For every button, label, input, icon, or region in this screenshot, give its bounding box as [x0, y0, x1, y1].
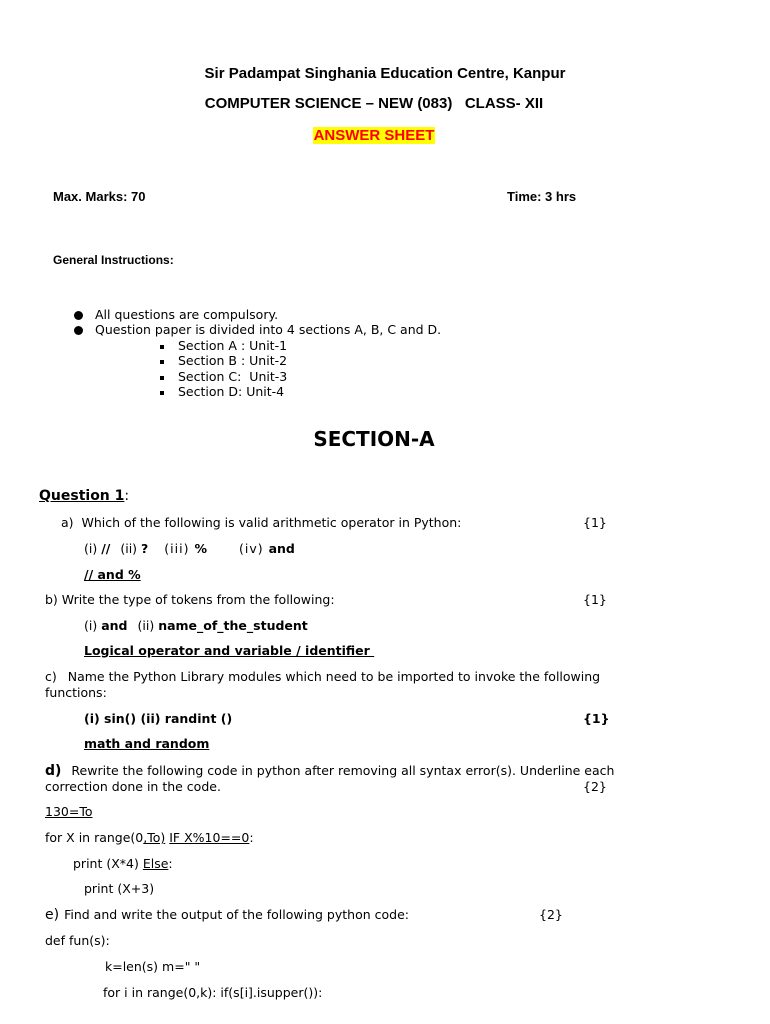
option-value: and	[268, 541, 295, 556]
question-c-marks: {1}	[583, 711, 610, 726]
sheet-title-wrap	[0, 125, 748, 144]
code-correction: IF X%10==0	[169, 830, 250, 845]
code-line: k=len(s) m=" "	[105, 959, 201, 974]
section-list-text: Section D: Unit-4	[178, 384, 285, 399]
question-label	[39, 488, 129, 504]
question-a-answer: // and %	[84, 567, 141, 582]
question-c-label: c)	[45, 669, 57, 684]
square-bullet-icon	[160, 376, 164, 380]
code-fragment: for X in range(0	[45, 830, 144, 845]
question-c-answer: math and random	[84, 736, 210, 751]
question-c-options: (i) sin() (ii) randint ()	[84, 711, 233, 726]
section-list-item	[160, 384, 284, 399]
code-fragment: print (X*4)	[73, 856, 143, 871]
option-value: //	[101, 541, 111, 556]
question-d-line1	[45, 763, 614, 779]
question-e-label: e)	[45, 907, 60, 923]
question-d-marks: {2}	[583, 779, 607, 794]
question-c-line1	[45, 669, 600, 684]
option-label: (i)	[84, 618, 102, 633]
question-b-marks: {1}	[583, 592, 607, 607]
time-allowed: Time: 3 hrs	[507, 189, 577, 204]
option-label: (ii)	[120, 541, 142, 556]
square-bullet-icon	[160, 360, 164, 364]
subject-line: COMPUTER SCIENCE – NEW (083) CLASS- XII	[204, 95, 544, 112]
code-correction: Else	[142, 856, 169, 871]
option-value: %	[194, 541, 207, 556]
instruction-text: Question paper is divided into 4 sections A, B, C and D.	[95, 322, 442, 337]
option-value: ?	[141, 541, 149, 556]
section-list-item	[160, 369, 287, 384]
question-colon: :	[124, 488, 130, 504]
option-label: (ii)	[137, 618, 159, 633]
section-list-text: Section A : Unit-1	[178, 338, 288, 353]
question-d-label: d)	[45, 763, 62, 779]
max-marks: Max. Marks: 70	[53, 189, 146, 204]
instruction-text: All questions are compulsory.	[95, 307, 279, 322]
question-number: Question 1	[39, 488, 125, 504]
bullet-icon	[74, 326, 83, 335]
instruction-item	[74, 307, 278, 322]
section-list-text: Section C: Unit-3	[178, 369, 288, 384]
option-label: (iii)	[164, 541, 195, 556]
question-b-options	[84, 618, 308, 633]
code-fragment: :	[168, 856, 173, 871]
question-a-text: a) Which of the following is valid arithmetic operator in Python:	[61, 515, 462, 530]
question-c-text: Name the Python Library modules which need to be imported to invoke the following	[67, 669, 601, 684]
question-b-text: b) Write the type of tokens from the following:	[45, 592, 335, 607]
question-c-line2: functions:	[45, 685, 107, 700]
code-fragment: :	[249, 830, 254, 845]
option-value: name_of_the_student	[158, 618, 308, 633]
square-bullet-icon	[160, 391, 164, 395]
option-value: and	[101, 618, 128, 633]
section-title: SECTION-A	[313, 427, 435, 451]
code-line: print (X+3)	[84, 881, 155, 896]
question-e-marks: {2}	[539, 907, 563, 922]
question-d-line2: correction done in the code.	[45, 779, 221, 794]
section-list-text: Section B : Unit-2	[178, 353, 288, 368]
square-bullet-icon	[160, 345, 164, 349]
question-e-line	[45, 907, 409, 923]
question-a-options	[84, 541, 295, 556]
option-label: (iv)	[238, 541, 269, 556]
question-b-answer: Logical operator and variable / identifier	[84, 643, 375, 658]
code-line	[45, 830, 254, 845]
code-correction: ,To)	[143, 830, 166, 845]
code-line: def fun(s):	[45, 933, 110, 948]
sheet-title: ANSWER SHEET	[313, 127, 435, 144]
code-line: 130=To	[45, 804, 93, 819]
code-line: for i in range(0,k): if(s[i].isupper()):	[103, 985, 323, 1000]
section-list-item	[160, 338, 287, 353]
question-d-text: Rewrite the following code in python after removing all syntax error(s). Underline each	[71, 763, 615, 778]
option-label: (i)	[84, 541, 102, 556]
question-a-marks: {1}	[583, 515, 607, 530]
school-name: Sir Padampat Singhania Education Centre, Kanpur	[204, 65, 566, 82]
bullet-icon	[74, 311, 83, 320]
code-line	[73, 856, 173, 871]
section-list-item	[160, 353, 287, 368]
instruction-item	[74, 322, 441, 337]
question-e-text: Find and write the output of the following python code:	[64, 907, 409, 922]
instructions-heading: General Instructions:	[53, 253, 174, 267]
